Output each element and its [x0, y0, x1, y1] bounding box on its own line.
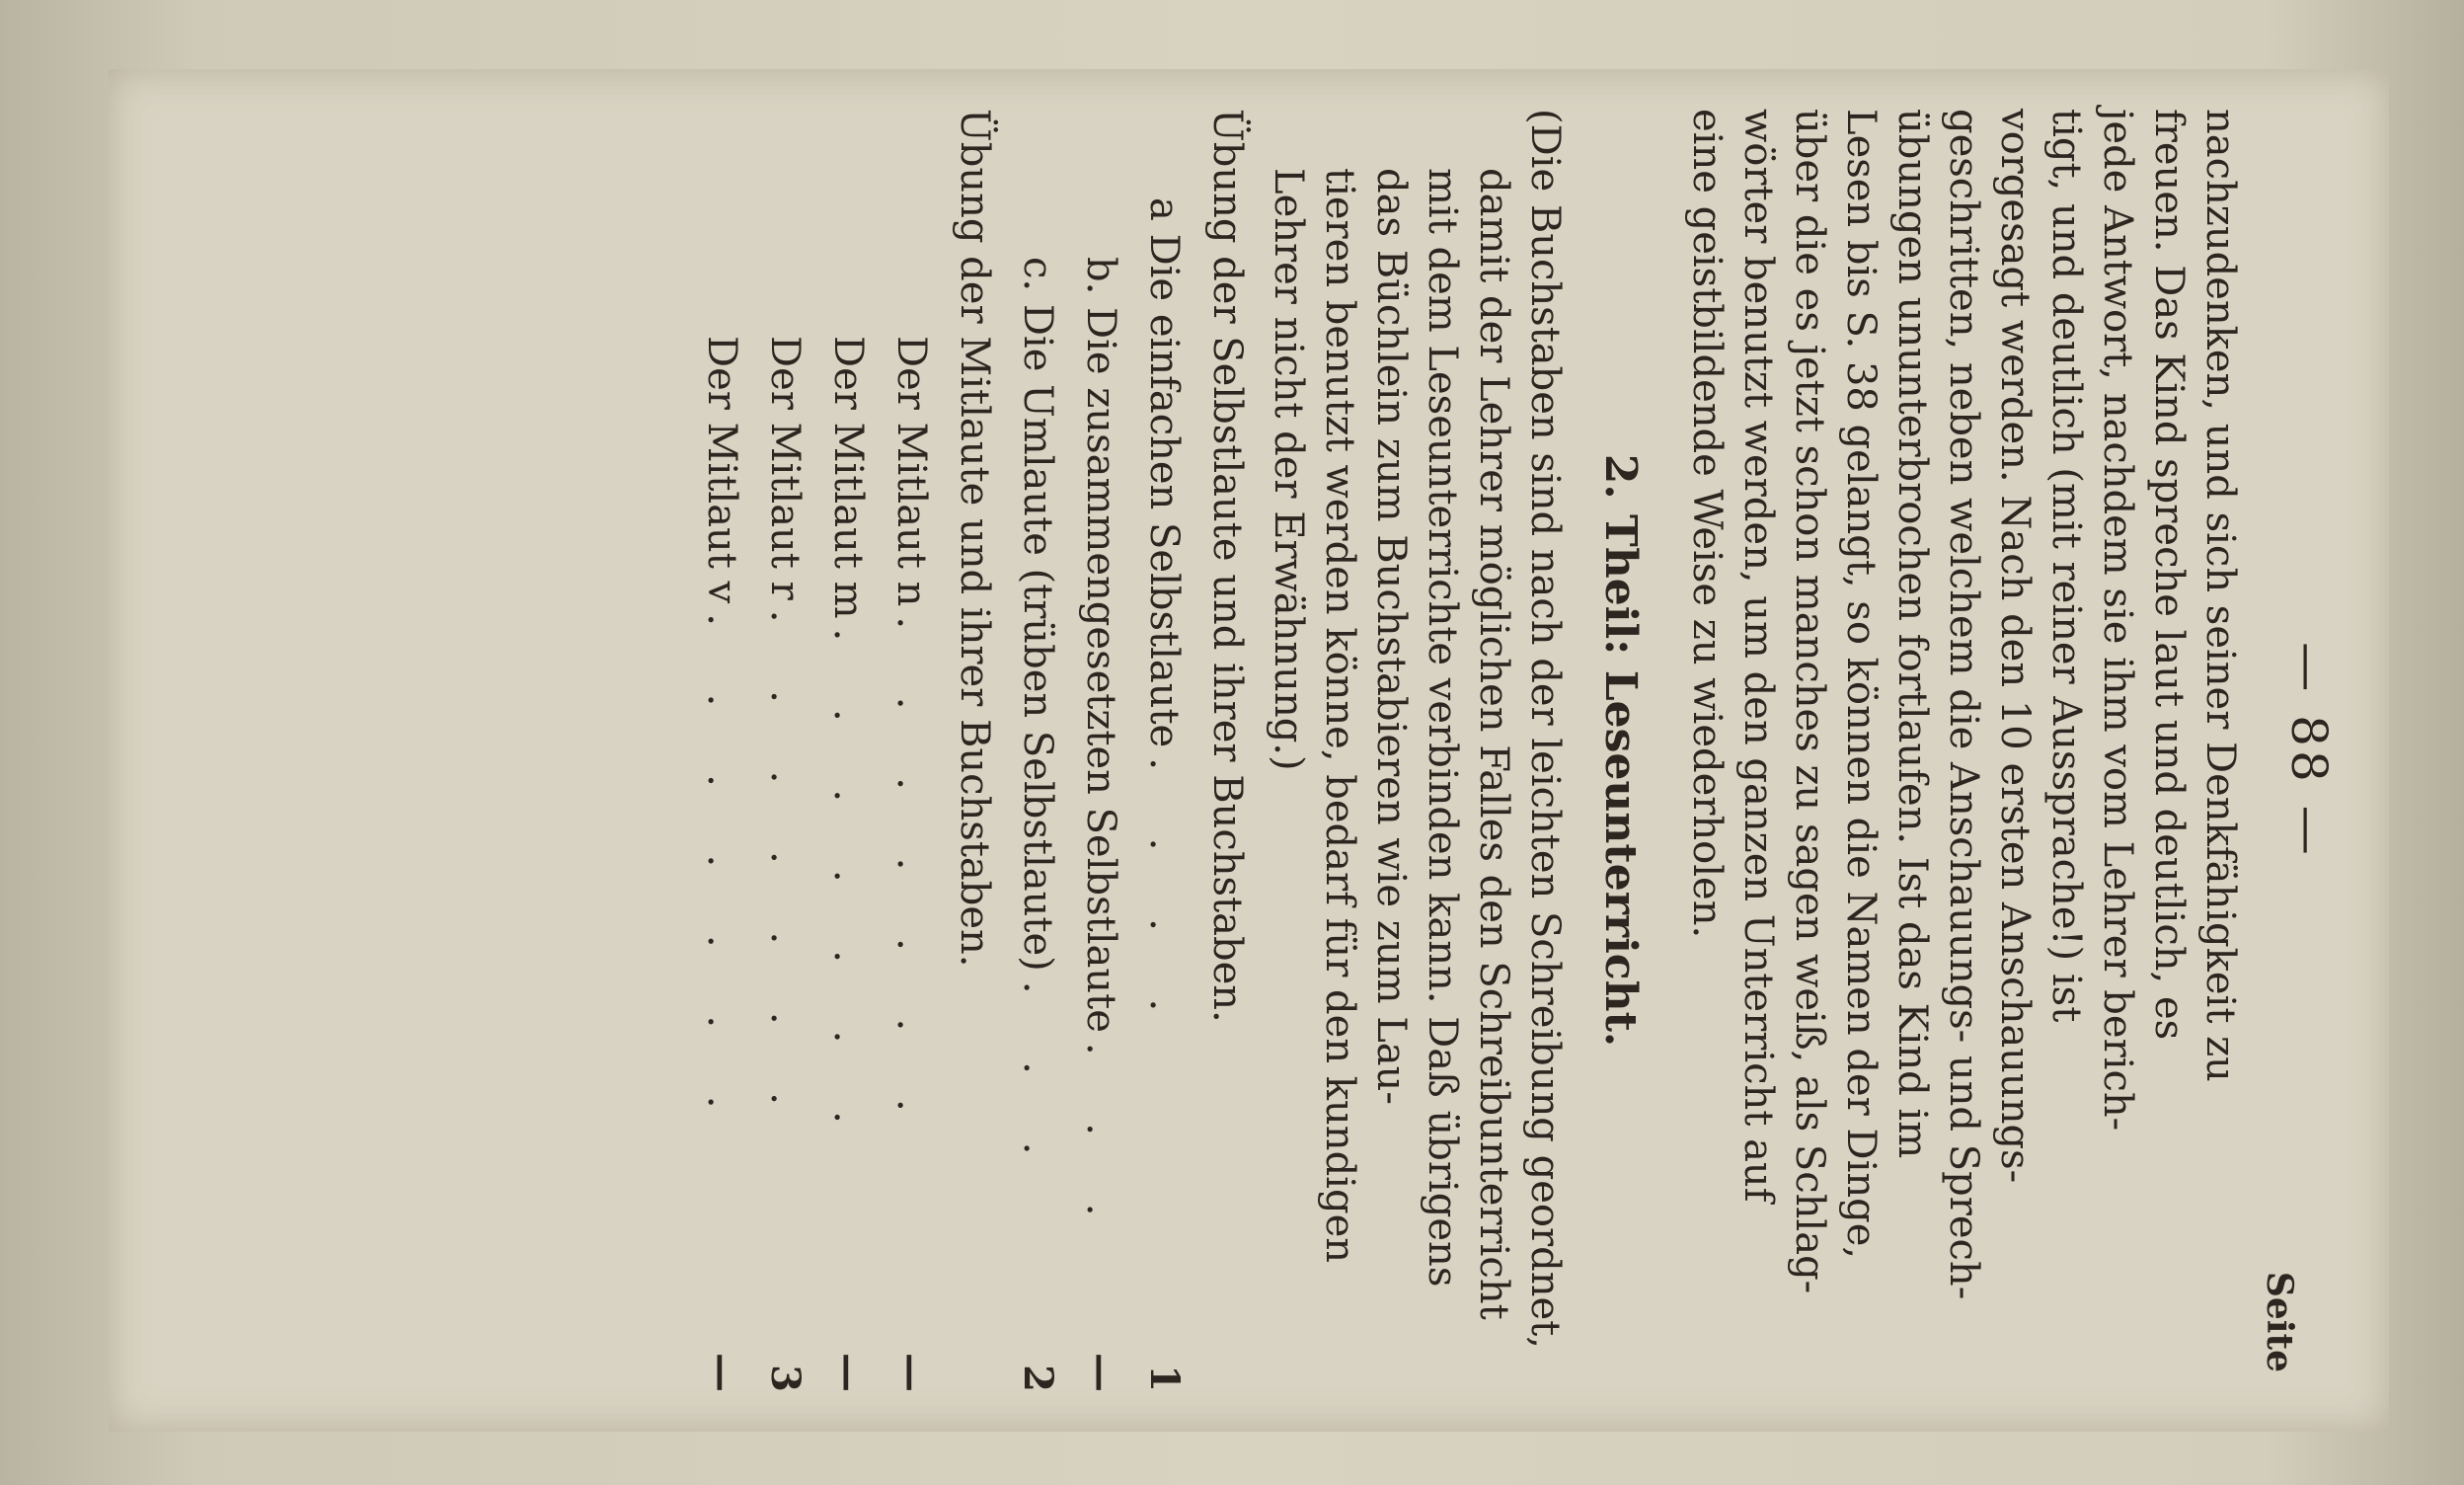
page-body: [684, 109, 2266, 1392]
toc-leader: . . .: [1015, 980, 1060, 1183]
toc-label: Der Mitlaut r: [762, 336, 808, 600]
toc-leader: . . . .: [1141, 757, 1187, 1040]
toc-label: Der Mitlaut v: [699, 336, 744, 604]
toc-row: [1063, 109, 1126, 1392]
text-line: (Die Buchstaben sind nach der leichten Schreibung geordnet,: [1522, 109, 1568, 1349]
rotated-text-block: [262, 109, 2338, 1392]
text-line: mit dem Leseunterrichte verbinden kann. Daß übrigens: [1420, 168, 1465, 1288]
toc-label: Übung der Mitlaute und ihrer Buchstaben.: [952, 109, 997, 968]
contents-list: [684, 109, 1253, 1392]
toc-leader: . . .: [1078, 1042, 1123, 1244]
toc-row: [747, 109, 810, 1392]
toc-page-number: —: [699, 1353, 745, 1392]
toc-page-number: 3: [762, 1365, 808, 1392]
toc-row: [810, 109, 874, 1392]
toc-row: [684, 109, 747, 1392]
text-line: geschritten, neben welchem die Anschauungs- und Sprech-: [1941, 109, 1986, 1300]
toc-leader: . . . . . . .: [762, 609, 808, 1133]
text-line: vorgesagt werden. Nach den 10 ersten Anschauungs-: [1992, 109, 2038, 1184]
toc-row: [874, 109, 937, 1392]
toc-label: Der Mitlaut n: [888, 336, 934, 607]
toc-row: [1126, 109, 1190, 1392]
text-line: das Büchlein zum Buchstabieren wie zum Lau-: [1368, 168, 1414, 1105]
toc-label: Übung der Selbstlaute und ihrer Buchstaben.: [1204, 109, 1250, 1023]
toc-leader: . . . . . . .: [888, 616, 934, 1139]
text-line: übungen ununterbrochen fortlaufen. Ist das Kind im: [1889, 109, 1935, 1159]
toc-row: [937, 109, 1000, 1392]
text-line: Lehrer nicht der Erwähnung.): [1266, 168, 1311, 771]
toc-label: b. Die zusammengesetzten Selbstlaute: [1078, 257, 1123, 1033]
toc-page-number: 1: [1141, 1365, 1188, 1392]
text-line: nachzudenken, und sich seiner Denkfähigkeit zu: [2197, 109, 2243, 1082]
text-line: eine geistbildende Weise zu wiederholen.: [1684, 109, 1730, 939]
toc-page-number: —: [825, 1353, 872, 1392]
toc-label: c. Die Umlaute (trüben Selbstlaute): [1015, 257, 1060, 972]
toc-page-number: —: [888, 1353, 935, 1392]
text-line: tieren benutzt werden könne, bedarf für den kundigen: [1317, 168, 1362, 1264]
toc-leader: . . . . . . .: [699, 613, 744, 1136]
toc-leader: . . . . . . .: [825, 628, 871, 1151]
page-header: [2259, 109, 2338, 1392]
page-number: — 88 —: [2280, 642, 2338, 859]
seite-label: Seite: [2259, 1271, 2300, 1372]
toc-label: Der Mitlaut m: [825, 336, 871, 619]
text-line: damit der Lehrer möglichen Falles den Schreibunterricht: [1471, 168, 1516, 1320]
section-heading: [1594, 109, 1646, 1392]
text-line: freuen. Das Kind spreche laut und deutlich, es: [2146, 109, 2192, 1041]
toc-row: [1000, 109, 1063, 1392]
text-line: tigt, und deutlich (mit reiner Aussprache!) ist: [2043, 109, 2089, 1023]
text-line: wörter benutzt werden, um den ganzen Unterricht auf: [1735, 109, 1781, 1203]
toc-row: [1190, 109, 1253, 1392]
section-paragraph: [1263, 109, 1571, 1392]
intro-paragraph: [1681, 109, 2246, 1392]
toc-label: a Die einfachen Selbstlaute: [1141, 197, 1187, 748]
toc-page-number: 2: [1015, 1365, 1061, 1392]
text-line: jede Antwort, nachdem sie ihm vom Lehrer berich-: [2095, 109, 2140, 1132]
section-heading-text: 2. Theil: Leseunterricht.: [1595, 453, 1646, 1048]
toc-page-number: —: [1078, 1353, 1124, 1392]
text-line: Lesen bis S. 38 gelangt, so können die Namen der Dinge,: [1838, 109, 1884, 1260]
text-line: über die es jetzt schon manches zu sagen weiß, als Schlag-: [1787, 109, 1832, 1294]
